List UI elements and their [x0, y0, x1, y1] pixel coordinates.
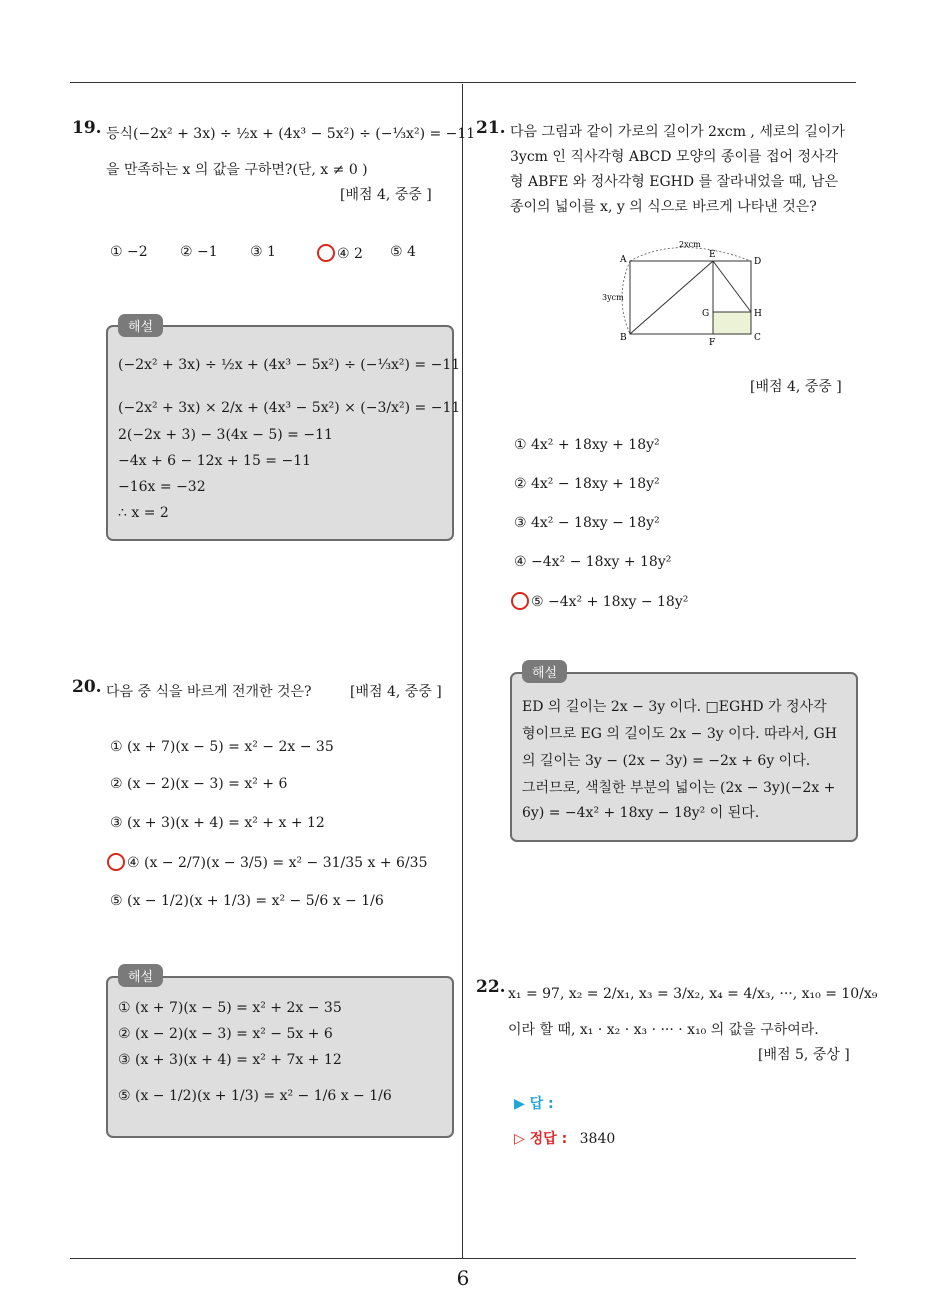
option-2[interactable]: ② 4x² − 18xy + 18y²	[514, 476, 660, 492]
solution-line: (−2x² + 3x) ÷ ½x + (4x³ − 5x²) ÷ (−⅓x²) = −11	[118, 357, 461, 373]
solution-box	[106, 325, 461, 541]
option-5[interactable]: ⑤ (x − 1/2)(x + 1/3) = x² − 5/6 x − 1/6	[110, 893, 384, 909]
question-stem: 다음 그림과 같이 가로의 길이가 2xcm , 세로의 길이가	[510, 124, 845, 140]
option-1[interactable]: ① 4x² + 18xy + 18y²	[514, 437, 660, 453]
point-label: C	[754, 333, 761, 343]
score-label: [배점 5, 중상 ]	[758, 1047, 850, 1063]
option-3[interactable]: ③ 1	[250, 244, 276, 260]
option-2[interactable]: ② −1	[180, 244, 218, 260]
question-stem: 형 ABFE 와 정사각형 EGHD 를 잘라내었을 때, 남은	[510, 174, 839, 190]
top-rule	[70, 82, 856, 83]
question-stem: 종이의 넓이를 x, y 의 식으로 바르게 나타낸 것은?	[510, 199, 817, 215]
question-stem: x₁ = 97, x₂ = 2/x₁, x₃ = 3/x₂, x₄ = 4/x₃, ···, x₁₀ = 10/x₉	[508, 986, 878, 1002]
correct-value: 3840	[579, 1131, 616, 1147]
solution-line: ⑤ (x − 1/2)(x + 1/3) = x² − 1/6 x − 1/6	[118, 1088, 392, 1104]
question-number: 19.	[72, 118, 102, 138]
question-stem: 등식(−2x² + 3x) ÷ ½x + (4x³ − 5x²) ÷ (−⅓x²) = −11	[106, 126, 476, 142]
solution-line: 그러므로, 색칠한 부분의 넓이는 (2x − 3y)(−2x +	[522, 780, 836, 796]
score-label: [배점 4, 중중 ]	[750, 379, 842, 395]
option-1[interactable]: ① (x + 7)(x − 5) = x² − 2x − 35	[110, 739, 334, 755]
question-stem: 이라 할 때, x₁ · x₂ · x₃ · ··· · x₁₀ 의 값을 구하여라.	[508, 1022, 819, 1038]
option-2[interactable]: ② (x − 2)(x − 3) = x² + 6	[110, 776, 288, 792]
solution-line: ED 의 길이는 2x − 3y 이다. □EGHD 가 정사각	[522, 699, 827, 715]
option-4[interactable]: ④ −4x² − 18xy + 18y²	[514, 554, 672, 570]
solution-line: 형이므로 EG 의 길이도 2x − 3y 이다. 따라서, GH	[522, 726, 837, 742]
solution-line: 의 길이는 3y − (2x − 3y) = −2x + 6y 이다.	[522, 753, 811, 769]
bottom-rule	[70, 1258, 856, 1259]
option-3[interactable]: ③ 4x² − 18xy − 18y²	[514, 515, 660, 531]
answer-prompt: ▶ 답 :	[514, 1096, 554, 1112]
answer-mark-icon	[511, 592, 529, 610]
page-number: 6	[456, 1266, 470, 1290]
solution-line: ③ (x + 3)(x + 4) = x² + 7x + 12	[118, 1052, 342, 1068]
solution-line: 6y) = −4x² + 18xy − 18y² 이 된다.	[522, 805, 760, 821]
score-label: [배점 4, 중중 ]	[350, 684, 442, 700]
point-label: H	[754, 309, 762, 319]
point-label: A	[620, 255, 627, 265]
figure-side-label: 3ycm	[602, 293, 624, 302]
solution-tag: 해설	[522, 660, 567, 683]
question-number: 20.	[72, 677, 102, 697]
answer-mark-icon	[107, 853, 125, 871]
solution-box	[106, 976, 454, 1138]
option-1[interactable]: ① −2	[110, 244, 148, 260]
solution-line: ② (x − 2)(x − 3) = x² − 5x + 6	[118, 1026, 333, 1042]
option-4[interactable]: ④ 2	[320, 244, 363, 262]
question-stem: 다음 중 식을 바르게 전개한 것은?	[106, 684, 312, 700]
correct-answer	[514, 1128, 615, 1148]
solution-line: −16x = −32	[118, 479, 206, 495]
solution-line: 2(−2x + 3) − 3(4x − 5) = −11	[118, 427, 333, 443]
point-label: G	[702, 309, 710, 319]
question-number: 22.	[476, 977, 506, 997]
option-4[interactable]: ④ (x − 2/7)(x − 3/5) = x² − 31/35 x + 6/35	[110, 853, 428, 871]
column-divider	[462, 84, 463, 1259]
option-5[interactable]: ⑤ −4x² + 18xy − 18y²	[514, 592, 688, 610]
solution-tag: 해설	[118, 964, 163, 987]
correct-label: ▷ 정답 :	[514, 1131, 568, 1147]
point-label: F	[709, 338, 716, 346]
point-label: B	[620, 333, 627, 343]
question-stem: 3ycm 인 직사각형 ABCD 모양의 종이를 접어 정사각	[510, 149, 839, 165]
solution-line: ∴ x = 2	[118, 505, 169, 521]
score-label: [배점 4, 중중 ]	[340, 187, 432, 203]
solution-tag: 해설	[118, 314, 163, 337]
rectangle-figure	[596, 234, 776, 346]
option-3[interactable]: ③ (x + 3)(x + 4) = x² + x + 12	[110, 815, 325, 831]
answer-mark-icon	[317, 244, 335, 262]
solution-line: (−2x² + 3x) × 2/x + (4x³ − 5x²) × (−3/x²) = −11	[118, 400, 461, 416]
question-number: 21.	[476, 118, 506, 138]
solution-line: ① (x + 7)(x − 5) = x² + 2x − 35	[118, 1000, 342, 1016]
solution-box	[510, 672, 858, 842]
solution-line: −4x + 6 − 12x + 15 = −11	[118, 453, 312, 469]
option-5[interactable]: ⑤ 4	[390, 244, 416, 260]
figure-top-label: 2xcm	[679, 240, 701, 249]
point-label: E	[709, 250, 716, 260]
point-label: D	[754, 257, 762, 267]
question-stem: 을 만족하는 x 의 값을 구하면?(단, x ≠ 0 )	[106, 162, 368, 178]
